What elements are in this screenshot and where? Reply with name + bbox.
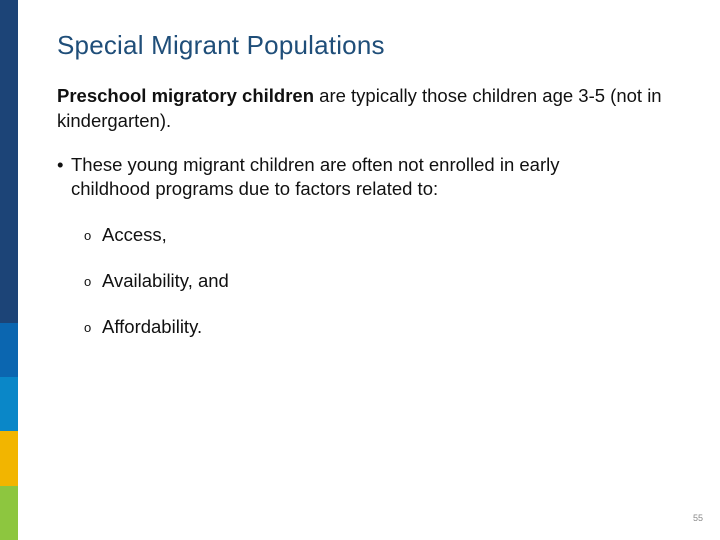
bullet-text-1: These young migrant children are often not enrolled in early <box>71 154 560 175</box>
sidebar-color-bar <box>0 0 18 540</box>
sub-item-text: Access, <box>102 224 167 245</box>
sub-item-text: Availability, and <box>102 270 229 291</box>
bullet-marker: • <box>57 154 64 175</box>
sidebar-band-green <box>0 486 18 540</box>
sub-item-text: Affordability. <box>102 316 203 337</box>
slide-title: Special Migrant Populations <box>57 30 385 60</box>
sub-list-item <box>84 224 167 246</box>
sidebar-band-light-blue <box>0 377 18 431</box>
bullet-paragraph <box>57 153 677 201</box>
sub-bullet-marker: o <box>84 274 92 289</box>
sub-list-item <box>84 316 202 338</box>
bullet-line-1 <box>57 153 677 177</box>
intro-paragraph <box>57 83 697 133</box>
page-number: 55 <box>692 513 703 523</box>
sub-bullet-marker: o <box>84 228 92 243</box>
bullet-line-2: childhood programs due to factors related to: <box>71 178 439 199</box>
intro-text: are typically those children age 3-5 (not in kindergarten). <box>57 85 662 131</box>
sidebar-band-blue <box>0 323 18 377</box>
sub-bullet-marker: o <box>84 320 92 335</box>
sidebar-band-yellow <box>0 431 18 486</box>
sidebar-band-navy <box>0 0 18 323</box>
intro-bold-term: Preschool migratory children <box>57 85 315 106</box>
sub-list-item <box>84 270 229 292</box>
